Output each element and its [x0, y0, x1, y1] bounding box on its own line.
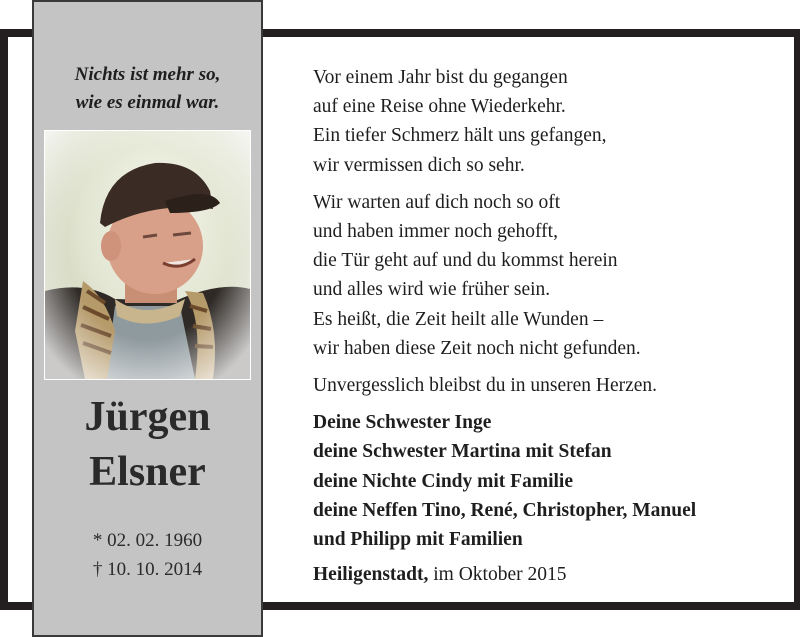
last-name: Elsner: [89, 449, 206, 495]
poem-line: Unvergesslich bleibst du in unseren Herzen.: [313, 375, 658, 397]
family-line: deine Nichte Cindy mit Familie: [313, 470, 573, 492]
motto-line: Nichts ist mehr so,: [74, 64, 221, 85]
memorial-sidebar: [32, 0, 263, 637]
first-name: Jürgen: [84, 394, 211, 440]
family-line: Deine Schwester Inge: [313, 412, 492, 434]
life-dates: [34, 526, 261, 584]
motto: [34, 61, 261, 117]
motto-line: wie es einmal war.: [75, 92, 220, 113]
poem-line: und alles wird wie früher sein.: [313, 279, 551, 301]
poem-stanza: [313, 188, 783, 363]
poem-line: wir haben diese Zeit noch nicht gefunden.: [313, 337, 641, 359]
poem-line: wir vermissen dich so sehr.: [313, 154, 525, 176]
place-and-date: [313, 560, 783, 589]
birth-date: * 02. 02. 1960: [92, 530, 203, 551]
poem-line: die Tür geht auf und du kommst herein: [313, 250, 618, 272]
date: im Oktober 2015: [428, 564, 567, 586]
poem-stanza: [313, 371, 783, 400]
family-signatures: [313, 408, 783, 554]
poem-line: auf eine Reise ohne Wiederkehr.: [313, 96, 566, 118]
poem-line: und haben immer noch gehofft,: [313, 221, 558, 243]
memorial-text: [313, 63, 783, 589]
poem-line: Vor einem Jahr bist du gegangen: [313, 67, 568, 88]
family-line: deine Schwester Martina mit Stefan: [313, 441, 612, 463]
poem-line: Es heißt, die Zeit heilt alle Wunden –: [313, 308, 604, 330]
poem-stanza: [313, 63, 783, 180]
portrait-photo: [44, 130, 251, 380]
place: Heiligenstadt,: [313, 564, 429, 586]
family-line: deine Neffen Tino, René, Christopher, Manuel: [313, 499, 697, 521]
poem-line: Ein tiefer Schmerz hält uns gefangen,: [313, 125, 607, 147]
poem-line: Wir warten auf dich noch so oft: [313, 191, 561, 213]
family-line: und Philipp mit Familien: [313, 529, 523, 551]
death-date: † 10. 10. 2014: [92, 559, 203, 580]
